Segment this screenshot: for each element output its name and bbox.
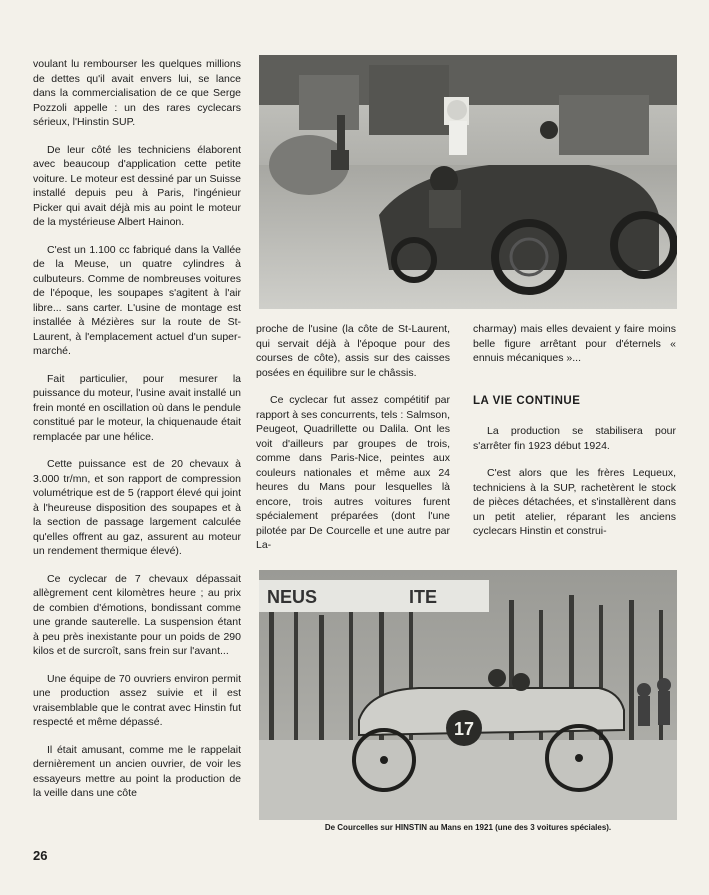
paragraph: Fait particulier, pour mesurer la puissance du moteur, l'usine avait installé un frein monté en oscillation où dans le pendule constitué par le moteur, la chiquenaude était remplacée par une hélice.: [33, 372, 241, 443]
photo-caption: De Courcelles sur HINSTIN au Mans en 1921 (une des 3 voitures spéciales).: [324, 823, 612, 832]
paragraph: C'est un 1.100 cc fabriqué dans la Vallée de la Meuse, un quatre cylindres à culbuteurs. Comme de nombreuses voitures de l'époque, les soupapes s'agitent à l'air libre... sans carter. L'usine de montage est installée à Mézières sur la route de St-Laurent, à l'emplacement actuel d'un super-marché.: [33, 243, 241, 357]
banner-text-left: NEUS: [267, 587, 318, 607]
photo-car-on-road: [259, 55, 677, 309]
photo-car-illustration: [259, 55, 677, 309]
banner-text-right: ITE: [409, 587, 438, 607]
paragraph: Ce cyclecar de 7 chevaux dépassait allègrement cent kilomètres heure ; au prix de combien d'émotions, bondissant comme une grande sauterelle. La suspension étant à peu près inexistante pour un poids de 290 kilos et de surcroît, sans frein sur l'avant...: [33, 572, 241, 657]
paragraph: Il était amusant, comme me le rappelait dernièrement un ancien ouvrier, de voir les essayeurs mettre au point la production de la veille dans une côte: [33, 743, 241, 799]
paragraph: La production se stabilisera pour s'arrêter fin 1923 début 1924.: [473, 425, 676, 452]
text-column-3: [473, 322, 676, 552]
page-number: 26: [33, 848, 48, 863]
paragraph: Une équipe de 70 ouvriers environ permit une production assez suivie et il est vraisemblable que le contrat avec Hinstin fut respecté et même dépassé.: [33, 672, 241, 728]
paragraph: De leur côté les techniciens élaborent avec beaucoup d'application cette petite voiture. Le moteur est dessiné par un Suisse installé depuis peu à Paris, l'ingénieur Picker qui avait déjà mis au point le moteur de la mystérieuse Albert Hainon.: [33, 143, 241, 228]
paragraph: proche de l'usine (la côte de St-Laurent, qui servait déjà à l'époque pour des courses de côte), assis sur des caisses posées en équilibre sur le châssis.: [256, 323, 450, 379]
paragraph: C'est alors que les frères Lequeux, techniciens à la SUP, rachetèrent le stock de pièces détachées, et s'installèrent dans un petit atelier, réparant les anciens cyclecars Hinstin et construi-: [473, 467, 676, 537]
text-column-1: [33, 57, 241, 814]
section-heading: LA VIE CONTINUE: [473, 394, 581, 407]
paragraph: Cette puissance est de 20 chevaux à 3.000 tr/mn, et son rapport de compression volumétrique est de 5 (rapport élevé qui joint à l'heureuse disposition des soupapes et à la section de passage largement calculée qu'elles offrent au gaz, assurent au moteur un rendement thermique élevé).: [33, 458, 241, 557]
photo-race-car: [259, 570, 677, 820]
text-column-2: [256, 322, 450, 566]
paragraph: Ce cyclecar fut assez compétitif par rapport à ses concurrents, tels : Salmson, Peugeot, Quadrillette ou Dalila. Ont les voit d'ailleurs par groupes de trois, comme dans Paris-Nice, peintes aux couleurs nationales et même aux 24 heures du Mans pour lesquelles là encore, trois autres voitures furent spécialement préparées (dont l'une pilotée par De Courcelle et une autre par La-: [256, 394, 450, 551]
photo-race-illustration: [259, 570, 677, 820]
race-number: 17: [453, 719, 475, 739]
paragraph: charmay) mais elles devaient y faire moins belle figure arrêtant pour d'éternels « ennuis mécaniques »...: [473, 323, 676, 364]
paragraph: voulant lu rembourser les quelques millions de dettes qu'il avait envers lui, se lance dans la commercialisation de ce que Serge Pozzoli appelle : un des rares cyclecars sérieux, l'Hinstin SUP.: [33, 58, 241, 128]
